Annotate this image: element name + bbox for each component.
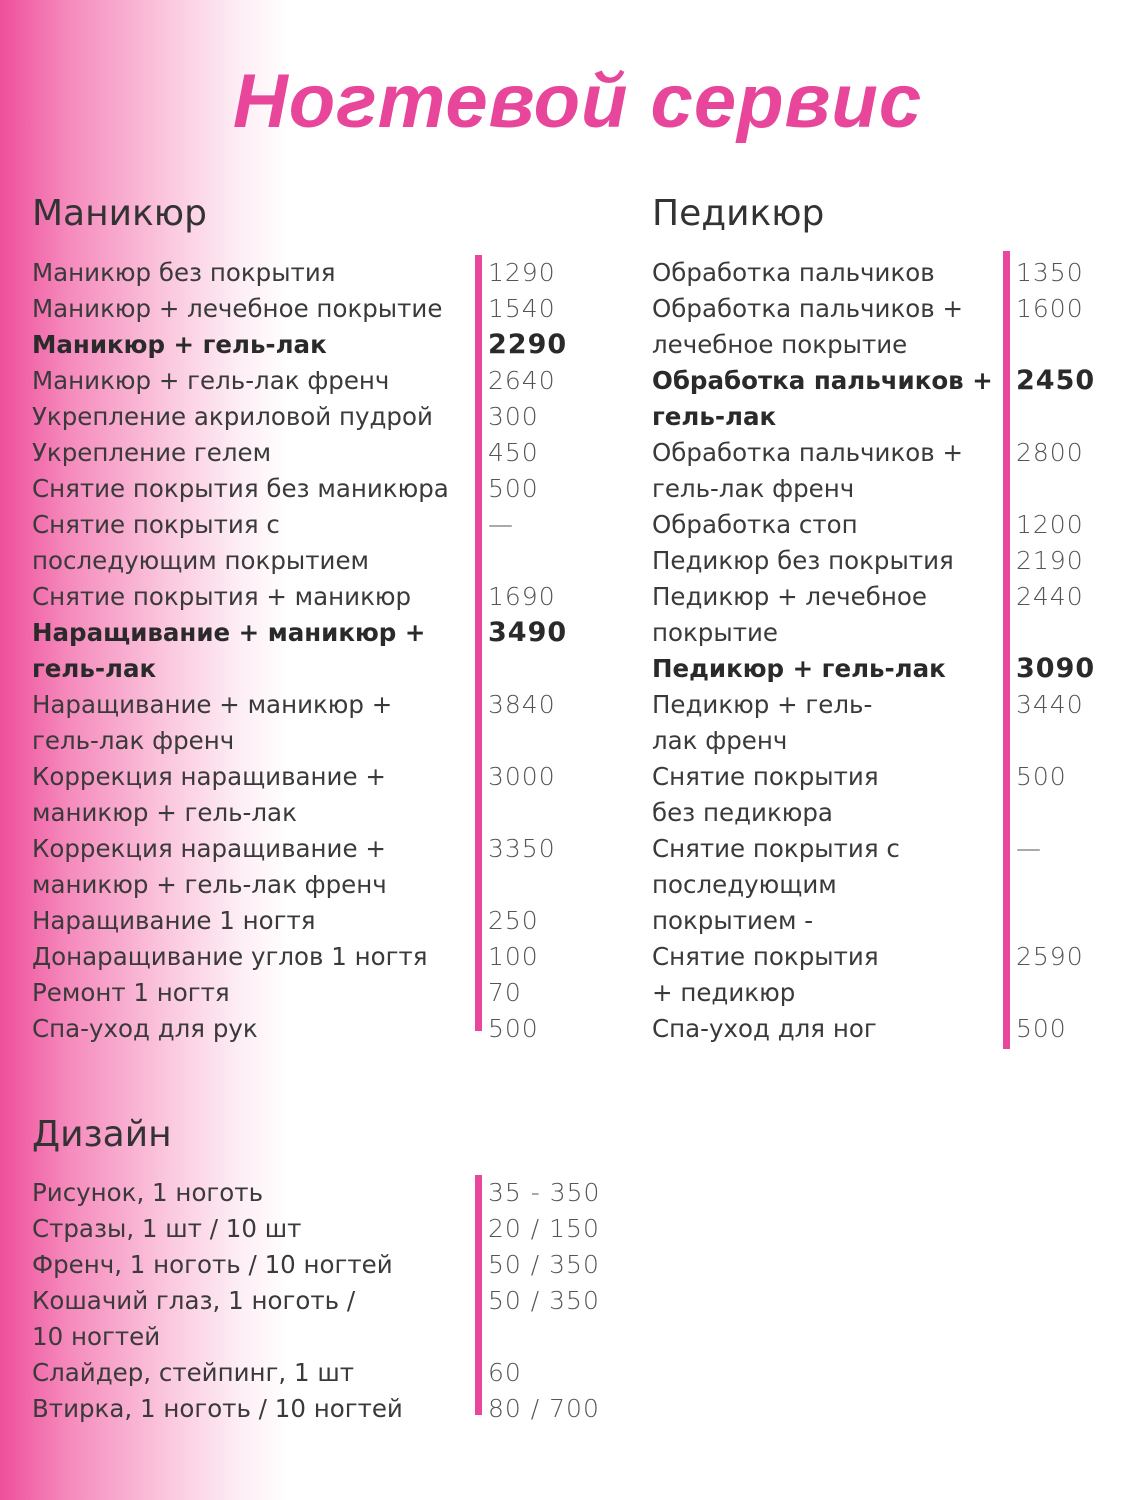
price-row bbox=[32, 759, 567, 831]
design-section bbox=[32, 1114, 601, 1427]
service-price: 500 bbox=[488, 1014, 539, 1043]
service-price: 2800 bbox=[1016, 438, 1084, 467]
service-price: 3440 bbox=[1016, 690, 1084, 719]
service-price: 2640 bbox=[488, 366, 556, 395]
service-name: Маникюр + гель-лак bbox=[32, 330, 327, 359]
service-price: 1200 bbox=[1016, 510, 1084, 539]
price-row bbox=[32, 939, 567, 975]
service-price: — bbox=[1016, 834, 1042, 863]
page-title: Ногтевой сервис bbox=[232, 59, 923, 144]
price-row bbox=[32, 687, 567, 759]
price-row bbox=[652, 651, 1095, 687]
service-price: 35 - 350 bbox=[488, 1178, 601, 1207]
service-price: 300 bbox=[488, 402, 539, 431]
price-row bbox=[32, 903, 567, 939]
service-name: Обработка пальчиков + лечебное покрытие bbox=[652, 294, 963, 359]
service-name: Коррекция наращивание + маникюр + гель-лак френч bbox=[32, 834, 387, 899]
service-price: 500 bbox=[1016, 1014, 1067, 1043]
price-divider-bar bbox=[475, 1175, 482, 1415]
price-row bbox=[32, 255, 567, 291]
price-row bbox=[32, 291, 567, 327]
service-price: 20 / 150 bbox=[488, 1214, 600, 1243]
service-price: 100 bbox=[488, 942, 539, 971]
service-name: Коррекция наращивание + маникюр + гель-лак bbox=[32, 762, 386, 827]
price-list bbox=[32, 255, 567, 1047]
price-row bbox=[32, 615, 567, 687]
service-price: 500 bbox=[488, 474, 539, 503]
service-price: 2290 bbox=[488, 329, 568, 360]
price-row bbox=[32, 1011, 567, 1047]
pedicure-section bbox=[652, 193, 1096, 1047]
price-row bbox=[32, 363, 567, 399]
price-row bbox=[32, 327, 567, 363]
service-price: 3350 bbox=[488, 834, 556, 863]
service-price: 2590 bbox=[1016, 942, 1084, 971]
service-name: Укрепление гелем bbox=[32, 438, 272, 467]
price-row bbox=[652, 507, 1095, 543]
service-price: 80 / 700 bbox=[488, 1394, 600, 1423]
service-price: 3490 bbox=[488, 617, 568, 648]
price-list bbox=[32, 1175, 600, 1427]
service-name: Маникюр + лечебное покрытие bbox=[32, 294, 443, 323]
service-name: Снятие покрытия без педикюра bbox=[652, 762, 879, 827]
price-row bbox=[652, 435, 1095, 507]
service-price: 1540 bbox=[488, 294, 556, 323]
service-price: 50 / 350 bbox=[488, 1250, 600, 1279]
service-name: Втирка, 1 ноготь / 10 ногтей bbox=[32, 1394, 403, 1423]
service-price: 60 bbox=[488, 1358, 522, 1387]
service-name: Педикюр + гель- лак френч bbox=[652, 690, 873, 755]
service-name: Обработка пальчиков + гель-лак френч bbox=[652, 438, 963, 503]
price-row bbox=[652, 363, 1095, 435]
price-row bbox=[652, 831, 1095, 939]
service-name: Спа-уход для ног bbox=[652, 1014, 877, 1043]
service-name: Наращивание 1 ногтя bbox=[32, 906, 316, 935]
service-name: Маникюр + гель-лак френч bbox=[32, 366, 390, 395]
service-name: Снятие покрытия + маникюр bbox=[32, 582, 412, 611]
service-name: Наращивание + маникюр + гель-лак bbox=[32, 618, 426, 683]
price-row bbox=[652, 255, 1095, 291]
service-price: 1290 bbox=[488, 258, 556, 287]
service-name: Рисунок, 1 ноготь bbox=[32, 1178, 264, 1207]
price-row bbox=[32, 1283, 600, 1355]
service-name: Обработка пальчиков + гель-лак bbox=[652, 366, 993, 431]
service-name: Ремонт 1 ногтя bbox=[32, 978, 230, 1007]
service-price: 1600 bbox=[1016, 294, 1084, 323]
price-divider-bar bbox=[1003, 251, 1010, 1049]
price-row bbox=[32, 507, 567, 579]
price-row bbox=[652, 939, 1095, 1011]
price-divider-bar bbox=[475, 255, 482, 1031]
service-price: 450 bbox=[488, 438, 539, 467]
price-row bbox=[652, 543, 1095, 579]
price-row bbox=[32, 435, 567, 471]
service-name: Стразы, 1 шт / 10 шт bbox=[32, 1214, 302, 1243]
service-price: 1690 bbox=[488, 582, 556, 611]
price-row bbox=[652, 1011, 1095, 1047]
section-heading: Маникюр bbox=[32, 193, 207, 234]
service-price: 2190 bbox=[1016, 546, 1084, 575]
service-price: 3000 bbox=[488, 762, 556, 791]
price-row bbox=[652, 687, 1095, 759]
service-name: Педикюр + лечебное покрытие bbox=[652, 582, 927, 647]
price-row bbox=[652, 579, 1095, 651]
service-name: Снятие покрытия + педикюр bbox=[652, 942, 879, 1007]
service-price: 50 / 350 bbox=[488, 1286, 600, 1315]
section-heading: Педикюр bbox=[652, 193, 825, 234]
service-name: Наращивание + маникюр + гель-лак френч bbox=[32, 690, 393, 755]
service-price: 3840 bbox=[488, 690, 556, 719]
price-row bbox=[32, 975, 567, 1011]
price-row bbox=[32, 1247, 600, 1283]
service-price: 70 bbox=[488, 978, 522, 1007]
price-row bbox=[32, 1175, 600, 1211]
price-row bbox=[652, 759, 1095, 831]
service-price: — bbox=[488, 510, 514, 539]
price-list bbox=[652, 255, 1095, 1047]
service-name: Маникюр без покрытия bbox=[32, 258, 336, 287]
service-name: Снятие покрытия без маникюра bbox=[32, 474, 449, 503]
price-row bbox=[32, 399, 567, 435]
price-row bbox=[32, 1211, 600, 1247]
service-name: Педикюр + гель-лак bbox=[652, 654, 946, 683]
service-price: 500 bbox=[1016, 762, 1067, 791]
service-name: Кошачий глаз, 1 ноготь / 10 ногтей bbox=[32, 1286, 356, 1351]
service-name: Снятие покрытия с последующим покрытием bbox=[32, 510, 369, 575]
service-name: Обработка пальчиков bbox=[652, 258, 935, 287]
service-price: 2440 bbox=[1016, 582, 1084, 611]
manicure-section bbox=[32, 193, 568, 1047]
price-row bbox=[32, 1355, 600, 1391]
section-heading: Дизайн bbox=[32, 1114, 172, 1155]
price-row bbox=[32, 1391, 600, 1427]
price-row bbox=[652, 291, 1095, 363]
service-name: Снятие покрытия с последующим покрытием - bbox=[652, 834, 900, 935]
service-price: 3090 bbox=[1016, 653, 1096, 684]
service-name: Спа-уход для рук bbox=[32, 1014, 258, 1043]
price-row bbox=[32, 831, 567, 903]
service-price: 1350 bbox=[1016, 258, 1084, 287]
price-row bbox=[32, 579, 567, 615]
service-price: 250 bbox=[488, 906, 539, 935]
service-name: Слайдер, стейпинг, 1 шт bbox=[32, 1358, 355, 1387]
service-name: Френч, 1 ноготь / 10 ногтей bbox=[32, 1250, 393, 1279]
service-name: Укрепление акриловой пудрой bbox=[32, 402, 433, 431]
service-price: 2450 bbox=[1016, 365, 1096, 396]
price-row bbox=[32, 471, 567, 507]
service-name: Донаращивание углов 1 ногтя bbox=[32, 942, 428, 971]
service-name: Педикюр без покрытия bbox=[652, 546, 954, 575]
service-name: Обработка стоп bbox=[652, 510, 858, 539]
